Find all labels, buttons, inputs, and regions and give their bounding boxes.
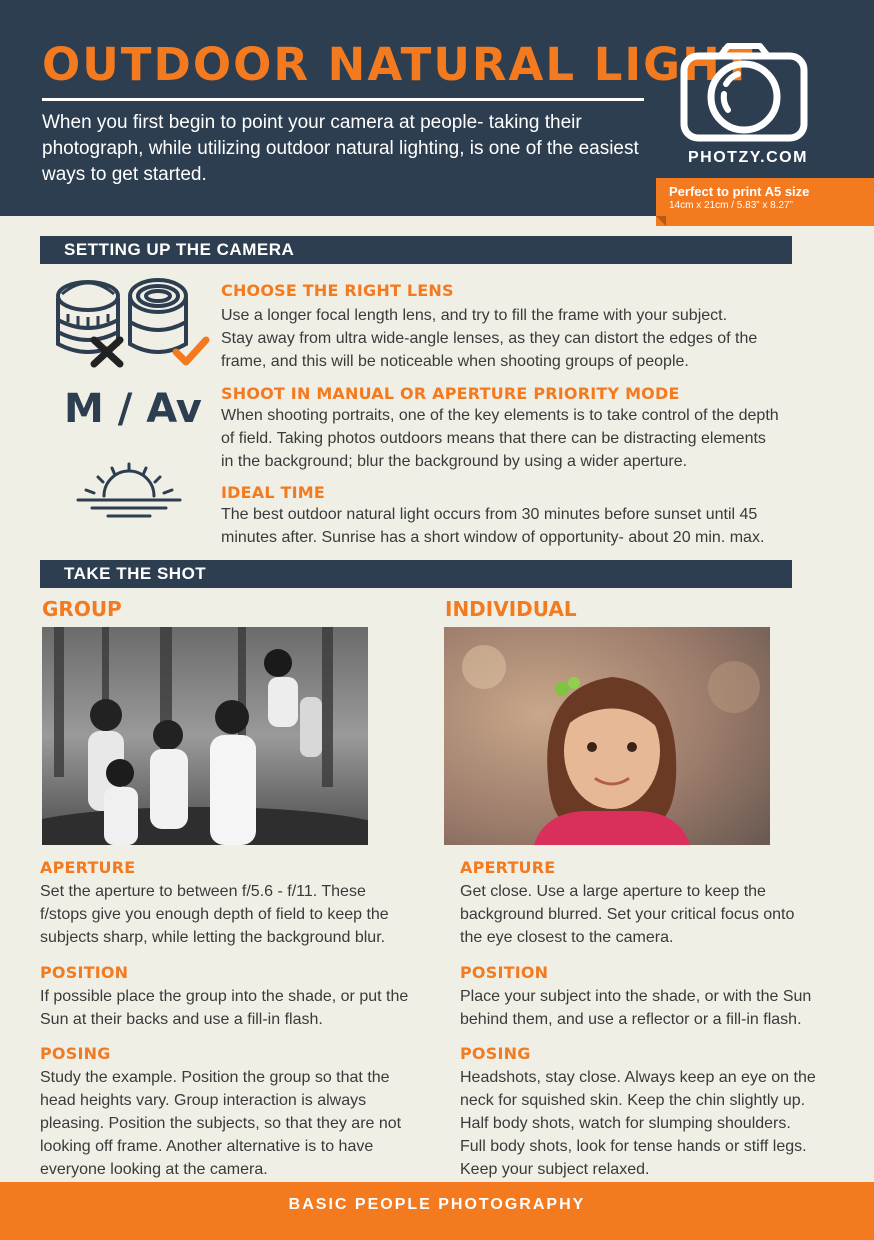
- brand-name: PHOTZY.COM: [688, 149, 808, 166]
- sunset-icon: [74, 460, 184, 520]
- individual-posing-line: Headshots, stay close. Always keep an eye on the: [460, 1069, 816, 1086]
- badge-fold: [656, 216, 666, 226]
- group-position-text: [40, 985, 408, 1031]
- page-title: OUTDOOR NATURAL LIGHT: [42, 38, 755, 91]
- group-aperture-text: [40, 880, 389, 949]
- individual-aperture-text: [460, 880, 794, 949]
- individual-title: INDIVIDUAL: [445, 597, 577, 621]
- ideal-time-text-line: minutes after. Sunrise has a short window of opportunity- about 20 min. max.: [221, 529, 765, 546]
- manual-aperture-mode-label: M / Av: [64, 386, 202, 432]
- camera-logo-icon: [680, 42, 808, 142]
- group-posing-line: looking off frame. Another alternative is to have: [40, 1138, 374, 1155]
- group-posing-text: [40, 1066, 401, 1181]
- group-posing-heading: POSING: [40, 1044, 111, 1063]
- title-underline: [42, 98, 644, 101]
- group-aperture-line: f/stops give you enough depth of field to keep the: [40, 906, 389, 923]
- ideal-time-text-line: The best outdoor natural light occurs from 30 minutes before sunset until 45: [221, 506, 758, 523]
- intro-text: When you first begin to point your camera at people- taking their photograph, while utilizing outdoor natural lighting, is one of the easiest ways to get started.: [42, 112, 639, 185]
- individual-aperture-line: background blurred. Set your critical focus onto: [460, 906, 795, 923]
- group-photo: [42, 627, 368, 845]
- lens-heading: CHOOSE THE RIGHT LENS: [221, 281, 454, 300]
- lens-text: [221, 304, 757, 373]
- mode-text-line: in the background; blur the background by using a wider aperture.: [221, 453, 688, 470]
- group-aperture-heading: APERTURE: [40, 858, 136, 877]
- print-badge-line2: 14cm x 21cm / 5.83” x 8.27”: [669, 200, 793, 211]
- group-posing-line: everyone looking at the camera.: [40, 1161, 268, 1178]
- mode-text-line: When shooting portraits, one of the key elements is to take control of the depth: [221, 407, 779, 424]
- ideal-time-heading: IDEAL TIME: [221, 483, 326, 502]
- print-badge-line1: Perfect to print A5 size: [669, 184, 810, 199]
- group-position-line: Sun at their backs and use a fill-in flash.: [40, 1011, 323, 1028]
- print-size-badge: [656, 178, 874, 226]
- group-position-line: If possible place the group into the shade, or put the: [40, 988, 409, 1005]
- section-shot-bar: TAKE THE SHOT: [40, 560, 792, 588]
- group-posing-line: pleasing. Position the subjects, so that they are not: [40, 1115, 402, 1132]
- group-aperture-line: Set the aperture to between f/5.6 - f/11. These: [40, 883, 366, 900]
- individual-photo: [444, 627, 770, 845]
- individual-aperture-heading: APERTURE: [460, 858, 556, 877]
- individual-aperture-line: Get close. Use a large aperture to keep the: [460, 883, 766, 900]
- individual-posing-heading: POSING: [460, 1044, 531, 1063]
- group-aperture-line: subjects sharp, while letting the background blur.: [40, 929, 386, 946]
- individual-posing-line: Full body shots, look for tense hands or stiff legs.: [460, 1138, 807, 1155]
- individual-position-heading: POSITION: [460, 963, 549, 982]
- group-title: GROUP: [42, 597, 122, 621]
- individual-position-text: [460, 985, 811, 1031]
- individual-posing-line: neck for squished skin. Keep the chin slightly up.: [460, 1092, 806, 1109]
- footer-banner: BASIC PEOPLE PHOTOGRAPHY: [0, 1182, 874, 1240]
- group-posing-line: head heights vary. Group interaction is always: [40, 1092, 367, 1109]
- individual-posing-line: Half body shots, watch for slumping shoulders.: [460, 1115, 791, 1132]
- individual-position-line: behind them, and use a reflector or a fill-in flash.: [460, 1011, 802, 1028]
- mode-text-line: of field. Taking photos outdoors means that there can be distracting elements: [221, 430, 766, 447]
- lens-text-line: Use a longer focal length lens, and try to fill the frame with your subject.: [221, 307, 728, 324]
- individual-posing-text: [460, 1066, 816, 1181]
- section-setup-bar: SETTING UP THE CAMERA: [40, 236, 792, 264]
- lens-text-line: frame, and this will be noticeable when shooting groups of people.: [221, 353, 689, 370]
- lens-compare-icon: [54, 274, 210, 370]
- mode-heading: SHOOT IN MANUAL OR APERTURE PRIORITY MODE: [221, 384, 680, 403]
- group-posing-line: Study the example. Position the group so that the: [40, 1069, 390, 1086]
- mode-text: [221, 404, 779, 473]
- lens-text-line: Stay away from ultra wide-angle lenses, as they can distort the edges of the: [221, 330, 758, 347]
- group-position-heading: POSITION: [40, 963, 129, 982]
- individual-aperture-line: the eye closest to the camera.: [460, 929, 674, 946]
- ideal-time-text: [221, 503, 764, 549]
- individual-position-line: Place your subject into the shade, or with the Sun: [460, 988, 812, 1005]
- individual-posing-line: Keep your subject relaxed.: [460, 1161, 650, 1178]
